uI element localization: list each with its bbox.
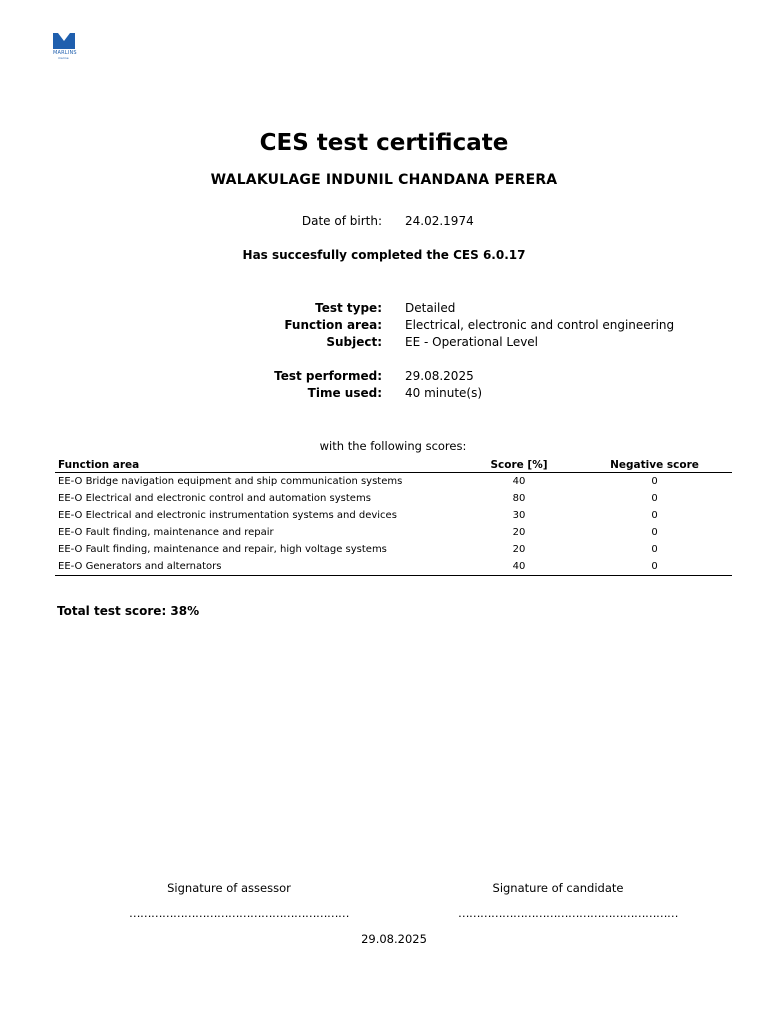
cell-score: 20 bbox=[512, 544, 526, 555]
cell-function-area: EE-O Fault finding, maintenance and repair bbox=[58, 527, 274, 538]
candidate-signature-line: …………………………………………………… bbox=[458, 906, 678, 920]
assessor-signature-line: …………………………………………………… bbox=[129, 906, 349, 920]
dob-label: Date of birth: bbox=[301, 214, 382, 228]
time-used-label: Time used: bbox=[307, 386, 382, 400]
assessor-signature-label: Signature of assessor bbox=[167, 881, 291, 895]
table-row bbox=[55, 541, 732, 558]
cell-function-area: EE-O Electrical and electronic control and automation systems bbox=[58, 493, 371, 504]
test-type-label: Test type: bbox=[315, 301, 382, 315]
table-row bbox=[55, 490, 732, 507]
cell-negative-score: 0 bbox=[651, 544, 658, 555]
header-negative-score: Negative score bbox=[577, 458, 732, 473]
completed-text: Has succesfully completed the CES 6.0.17 bbox=[242, 248, 526, 262]
cell-score: 20 bbox=[512, 527, 526, 538]
time-used-value: 40 minute(s) bbox=[405, 386, 483, 400]
cell-score: 40 bbox=[461, 558, 577, 576]
header-function-area: Function area bbox=[55, 458, 461, 473]
cell-score: 80 bbox=[512, 493, 526, 504]
candidate-signature-label: Signature of candidate bbox=[492, 881, 624, 895]
scores-table bbox=[55, 458, 732, 576]
cell-score: 30 bbox=[512, 510, 526, 521]
table-row bbox=[55, 507, 732, 524]
candidate-name: WALAKULAGE INDUNIL CHANDANA PERERA bbox=[210, 172, 558, 188]
cell-negative-score: 0 bbox=[651, 510, 658, 521]
logo-mark-icon bbox=[53, 33, 75, 49]
test-performed-value: 29.08.2025 bbox=[405, 369, 474, 383]
logo-subtext: marine bbox=[58, 56, 69, 60]
header-score: Score [%] bbox=[461, 458, 577, 473]
cell-function-area: EE-O Generators and alternators bbox=[55, 558, 461, 576]
scores-intro: with the following scores: bbox=[319, 439, 467, 453]
cell-score: 40 bbox=[512, 476, 526, 487]
company-logo bbox=[53, 33, 77, 59]
cell-function-area: EE-O Bridge navigation equipment and ship communication systems bbox=[58, 476, 403, 487]
cell-negative-score: 0 bbox=[651, 527, 658, 538]
cell-negative-score: 0 bbox=[577, 558, 732, 576]
cell-negative-score: 0 bbox=[651, 493, 658, 504]
table-row bbox=[55, 558, 732, 576]
dob-value: 24.02.1974 bbox=[405, 214, 474, 228]
cell-function-area: EE-O Fault finding, maintenance and repair, high voltage systems bbox=[58, 544, 387, 555]
test-type-value: Detailed bbox=[405, 301, 456, 315]
total-test-score: Total test score: 38% bbox=[57, 604, 200, 618]
table-row bbox=[55, 473, 732, 491]
function-area-label: Function area: bbox=[284, 318, 382, 332]
logo-word: MARLINS bbox=[53, 50, 77, 56]
subject-value: EE - Operational Level bbox=[405, 335, 539, 349]
function-area-value: Electrical, electronic and control engineering bbox=[405, 318, 675, 332]
table-row bbox=[55, 524, 732, 541]
cell-negative-score: 0 bbox=[651, 476, 658, 487]
cell-function-area: EE-O Electrical and electronic instrumentation systems and devices bbox=[58, 510, 397, 521]
table-header-row bbox=[55, 458, 732, 473]
certificate-title: CES test certificate bbox=[259, 130, 509, 156]
subject-label: Subject: bbox=[326, 335, 382, 349]
test-performed-label: Test performed: bbox=[274, 369, 382, 383]
signature-date: 29.08.2025 bbox=[361, 932, 427, 946]
